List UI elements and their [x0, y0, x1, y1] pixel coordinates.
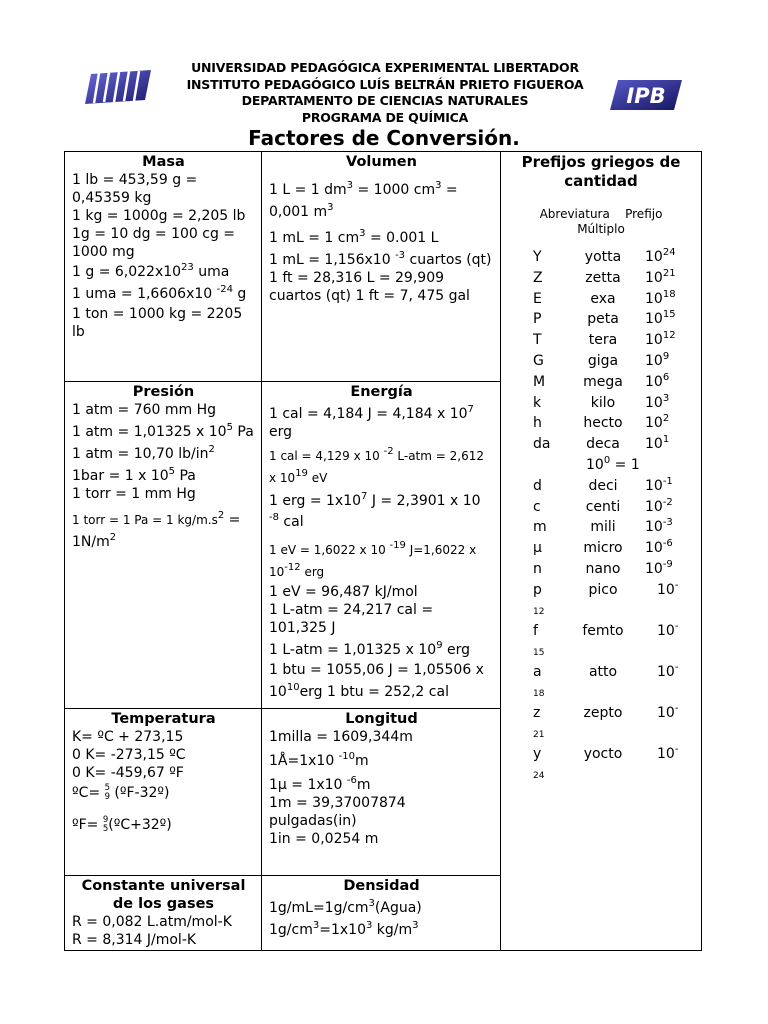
densidad-heading: Densidad	[343, 878, 420, 894]
col-multiplo: Múltiplo	[577, 222, 625, 236]
prefix-abbr: h	[533, 415, 542, 432]
prefix-list	[501, 249, 701, 787]
energia-line: 1 erg = $1x10^7$ J = 2,3901 x 10 $^{-8}$ cal	[269, 491, 481, 530]
prefix-row	[501, 267, 701, 291]
energia-line: 1 L-atm = 1,01325 x $10^9$ erg	[269, 640, 471, 658]
presion-line: 1 torr = 1 mm Hg	[72, 486, 196, 502]
presion-line: 1 atm = 10,70 $lb/in^2$	[72, 444, 215, 462]
masa-line: 1 ton = 1000 kg = 2205 lb	[72, 306, 243, 340]
prefix-row	[501, 702, 701, 746]
longitud-heading: Longitud	[345, 711, 418, 727]
upel-logo	[85, 70, 153, 108]
energia-heading: Energía	[350, 384, 413, 400]
header-line-3: DEPARTAMENTO DE CIENCIAS NATURALES	[241, 93, 529, 108]
prefix-row	[501, 620, 701, 664]
densidad-cell	[261, 875, 501, 951]
gases-heading: Constante universal de los gases	[81, 878, 246, 912]
prefix-name: mega	[583, 373, 623, 390]
header-line-4: PROGRAMA DE QUÍMICA	[301, 109, 469, 125]
prefix-name: atto	[588, 663, 618, 680]
prefix-row	[501, 311, 701, 332]
prefix-abbr: P	[533, 311, 542, 328]
masa-line: 1g = 10 dg = 100 cg = 1000 mg	[72, 226, 236, 260]
prefix-name: micro	[583, 540, 623, 557]
prefix-multiple: $10^{24}$	[645, 247, 676, 265]
prefix-multiple: 10-	[657, 743, 679, 762]
energia-line: 1 cal = 4,184 J = 4,184 x $10^7$ erg	[269, 404, 474, 440]
prefix-row	[501, 661, 701, 705]
temperatura-cell	[64, 708, 262, 876]
prefix-name: zepto	[583, 704, 623, 721]
prefijos-columns	[501, 207, 701, 237]
prefix-multiple: 10-	[657, 661, 679, 680]
temperatura-line: ºF= 9 5 (ºC+32º)	[72, 815, 172, 834]
prefix-multiple: $10^9$	[645, 350, 670, 369]
prefix-abbr: f $_{15}$	[533, 622, 545, 658]
header-line-2: INSTITUTO PEDAGÓGICO LUÍS BELTRÁN PRIETO FIGUEROA	[186, 76, 584, 92]
prefijos-heading: Prefijos griegos de cantidad	[521, 153, 681, 190]
ipb-logo	[610, 78, 684, 116]
prefix-abbr: y $_{24}$	[533, 745, 545, 781]
prefix-multiple: $10^{12}$	[645, 330, 676, 349]
prefix-name: exa	[590, 290, 616, 307]
prefix-abbr: n	[533, 560, 542, 577]
densidad-line: $1g/mL=1g/cm^3(Agua)$	[269, 898, 422, 916]
prefix-abbr: p $_{12}$	[533, 581, 545, 617]
prefix-name: kilo	[590, 394, 616, 411]
presion-cell	[64, 381, 262, 709]
presion-line: 1bar = 1 x $10^5$ Pa	[72, 466, 196, 484]
prefijos-cell	[500, 151, 702, 951]
volumen-line: 1 L = 1 $dm^3 = 1000$ $cm^3 = 0,001$ $m^3$	[269, 180, 458, 220]
longitud-line: 1milla = 1609,344m	[269, 729, 413, 745]
masa-line: 1 lb = 453,59 g = 0,45359 kg	[72, 172, 198, 206]
prefix-multiple: $10^{-2}$	[645, 496, 673, 515]
temperatura-line: K= ºC + 273,15	[72, 729, 184, 745]
gases-line: R = 0,082 L.atm/mol-K	[72, 914, 232, 930]
prefix-multiple: 10-	[657, 579, 679, 598]
prefix-name: mili	[590, 519, 616, 536]
col-abreviatura: Abreviatura	[539, 207, 610, 221]
prefix-row	[501, 415, 701, 436]
prefix-row	[501, 475, 701, 499]
prefix-abbr: M	[533, 373, 546, 390]
prefix-multiple: $10^{21}$	[645, 267, 676, 286]
institution-header	[150, 60, 620, 126]
prefix-name: centi	[585, 498, 621, 515]
header-line-1: UNIVERSIDAD PEDAGÓGICA EXPERIMENTAL LIBERTADOR	[191, 60, 579, 75]
gases-cell	[64, 875, 262, 951]
longitud-line: 1in = 0,0254 m	[269, 831, 379, 847]
prefix-multiple: 10-	[657, 702, 679, 721]
prefix-abbr: c	[533, 498, 541, 515]
prefix-row	[501, 436, 701, 457]
prefix-name: zetta	[585, 269, 621, 286]
prefix-name: peta	[587, 311, 619, 328]
masa-line: 1 $g = 6,022x10^{23}$ uma	[72, 262, 230, 280]
volumen-line: 1 ft = 28,316 L = 29,909 cuartos (qt) 1 ft = 7, 475 gal	[269, 270, 470, 304]
volumen-heading: Volumen	[346, 154, 417, 170]
prefix-row	[501, 558, 701, 582]
energia-line: 1 btu = 1055,06 J = 1,05506 x $10^{10}erg$ 1 btu = 252,2 cal	[269, 662, 484, 700]
prefix-multiple: $10^{18}$	[645, 288, 676, 307]
fraction-9-5: 9 5	[102, 815, 109, 834]
page-title: Factores de Conversión.	[248, 126, 520, 150]
prefix-abbr: G	[533, 352, 544, 369]
prefix-row	[501, 249, 701, 270]
volumen-line: 1 mL = 1 $cm^3 = 0.001$ L	[269, 228, 439, 246]
prefix-name: femto	[582, 622, 624, 639]
prefix-multiple: $10^3$	[645, 392, 670, 411]
prefix-name: giga	[587, 352, 619, 369]
prefix-multiple: $10^2$	[645, 413, 670, 432]
svg-text:IPB: IPB	[626, 84, 666, 108]
prefix-row	[501, 332, 701, 353]
presion-line: 1 atm = 1,01325 x $10^5$ Pa	[72, 422, 254, 440]
prefix-abbr: d	[533, 477, 542, 494]
prefix-multiple: $10^{-3}$	[645, 517, 673, 536]
prefix-abbr: T	[533, 332, 542, 349]
prefix-name: deca	[586, 436, 620, 453]
prefix-multiple: 10-	[657, 620, 679, 639]
prefix-abbr: z $_{21}$	[533, 704, 545, 740]
longitud-cell	[261, 708, 501, 876]
prefix-multiple: $10^{-1}$	[645, 475, 673, 494]
prefix-abbr: E	[533, 290, 542, 307]
prefix-name: yocto	[583, 745, 623, 762]
prefix-abbr: Z	[533, 269, 543, 286]
prefix-abbr: m	[533, 519, 547, 536]
masa-cell	[64, 151, 262, 382]
gases-line: R = 8,314 J/mol-K	[72, 932, 197, 948]
masa-heading: Masa	[142, 154, 185, 170]
col-prefijo: Prefijo	[625, 207, 663, 221]
prefix-row	[501, 519, 701, 540]
prefix-name: tera	[588, 332, 618, 349]
prefix-name: yotta	[584, 249, 622, 265]
temperatura-line: 0 K= -273,15 ºC	[72, 747, 186, 763]
energia-line: 1 eV = 96,487 kJ/mol	[269, 584, 418, 600]
prefix-name: hecto	[583, 415, 623, 432]
longitud-line: 1m = 39,37007874 pulgadas(in)	[269, 795, 406, 829]
prefix-name: deci	[588, 477, 618, 494]
volumen-cell	[261, 151, 501, 382]
prefix-row	[501, 540, 701, 561]
prefix-multiple: $10^1$	[645, 434, 670, 453]
temperatura-line: 0 K= -459,67 ºF	[72, 765, 184, 781]
masa-line: 1 uma = 1,6606x10 $^{-24}$ g	[72, 284, 247, 302]
energia-line: 1 eV = 1,6022 x 10 $^{-19}$ J=1,6022 x $10^{-12}$ erg	[269, 540, 477, 579]
prefix-multiple: $10^{-9}$	[645, 558, 673, 577]
prefix-abbr: Y	[533, 249, 542, 265]
prefix-row	[501, 350, 701, 374]
longitud-line: 1Å=1x10 $^{-10}$m	[269, 751, 369, 769]
unity-value: $10^0 = 1$	[586, 454, 640, 473]
prefix-abbr: µ	[533, 540, 542, 557]
densidad-line: $1g/cm^3=1x10^3$ $kg/m^3$	[269, 920, 419, 938]
temperatura-line: ºC= 5 9 (ºF-32º)	[72, 783, 170, 802]
prefix-abbr: a $_{18}$	[533, 663, 545, 699]
prefix-row	[501, 743, 701, 787]
prefix-row	[501, 392, 701, 416]
prefix-row	[501, 288, 701, 312]
prefix-row	[501, 579, 701, 623]
presion-heading: Presión	[132, 384, 195, 400]
masa-line: 1 kg = 1000g = 2,205 lb	[72, 208, 246, 224]
presion-line: 1 torr = 1 Pa = 1 $kg/m.s^2 = 1N/m^2$	[72, 510, 241, 550]
prefix-multiple: $10^{15}$	[645, 309, 676, 328]
prefix-unity-row	[501, 454, 701, 478]
prefix-row	[501, 496, 701, 520]
longitud-line: 1µ = 1x10 $^{-6}$m	[269, 775, 371, 793]
prefix-multiple: $10^6$	[645, 371, 670, 390]
temperatura-heading: Temperatura	[111, 711, 216, 727]
prefix-multiple: $10^{-6}$	[645, 538, 673, 557]
energia-line: 1 L-atm = 24,217 cal = 101,325 J	[269, 602, 434, 636]
energia-cell	[261, 381, 501, 709]
prefix-abbr: da	[533, 436, 551, 453]
prefix-name: nano	[585, 560, 621, 577]
prefix-row	[501, 371, 701, 395]
volumen-line: 1 mL = 1,156x10 $^{-3}$ cuartos (qt)	[269, 250, 492, 268]
energia-line: 1 cal = 4,129 x 10 $^{-2}$ L-atm = 2,612 x $10^{19}$ eV	[269, 446, 484, 485]
presion-line: 1 atm = 760 mm Hg	[72, 402, 217, 418]
prefix-abbr: k	[533, 394, 542, 411]
fraction-5-9: 5 9	[104, 783, 110, 802]
prefix-name: pico	[588, 581, 618, 598]
